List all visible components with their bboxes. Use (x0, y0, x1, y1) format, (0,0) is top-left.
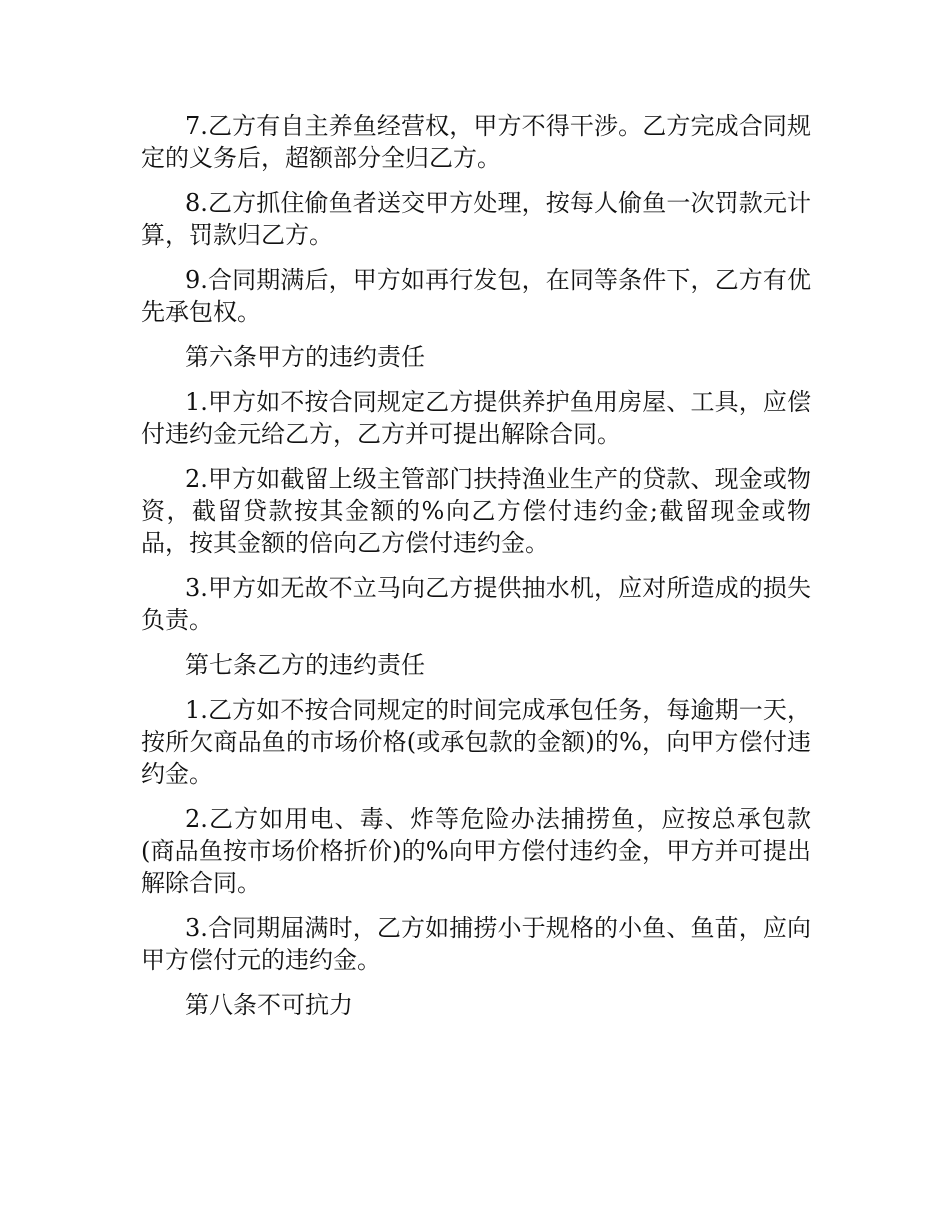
article-8-heading: 第八条不可抗力 (185, 991, 353, 1019)
clause-9-paragraph: 9.合同期满后，甲方如再行发包，在同等条件下，乙方有优先承包权。 (141, 266, 811, 326)
clause-8-paragraph: 8.乙方抓住偷鱼者送交甲方处理，按每人偷鱼一次罚款元计算，罚款归乙方。 (141, 189, 811, 249)
article-7-item-2: 2.乙方如用电、毒、炸等危险办法捕捞鱼，应按总承包款(商品鱼按市场价格折价)的%向甲方偿付违约金，甲方并可提出解除合同。 (141, 805, 811, 897)
article-6-item-1: 1.甲方如不按合同规定乙方提供养护鱼用房屋、工具，应偿付违约金元给乙方，乙方并可提出解除合同。 (141, 388, 811, 448)
article-7-heading: 第七条乙方的违约责任 (185, 651, 425, 679)
article-7-item-1: 1.乙方如不按合同规定的时间完成承包任务，每逾期一天，按所欠商品鱼的市场价格(或承包款的金额)的%，向甲方偿付违约金。 (141, 696, 811, 788)
article-6-heading: 第六条甲方的违约责任 (185, 343, 425, 371)
article-6-item-3: 3.甲方如无故不立马向乙方提供抽水机，应对所造成的损失负责。 (141, 574, 811, 634)
article-7-item-3: 3.合同期届满时，乙方如捕捞小于规格的小鱼、鱼苗，应向甲方偿付元的违约金。 (141, 914, 811, 974)
article-6-item-2: 2.甲方如截留上级主管部门扶持渔业生产的贷款、现金或物资，截留贷款按其金额的%向乙方偿付违约金;截留现金或物品，按其金额的倍向乙方偿付违约金。 (141, 465, 811, 557)
clause-7-paragraph: 7.乙方有自主养鱼经营权，甲方不得干涉。乙方完成合同规定的义务后，超额部分全归乙方。 (141, 112, 811, 172)
document-body (141, 110, 811, 1034)
